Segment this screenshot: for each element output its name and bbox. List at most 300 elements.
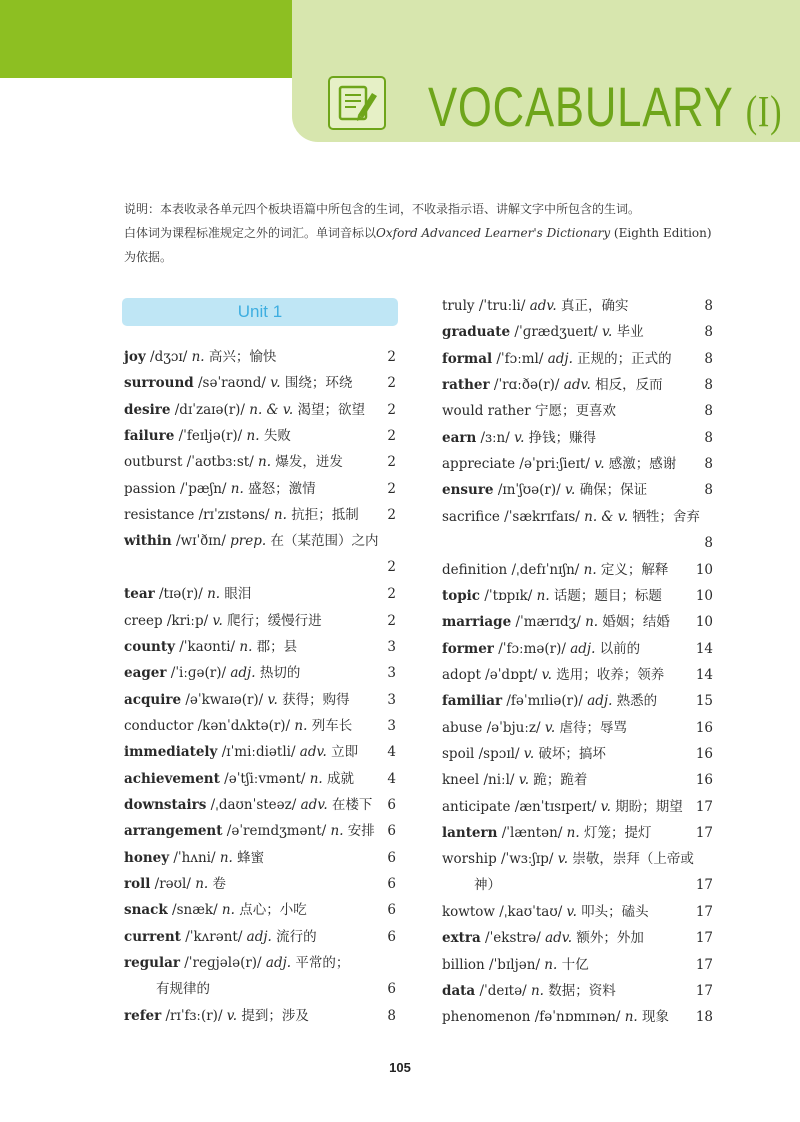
note-line-2-pre: 白体词为课程标准规定之外的词汇。单词音标以: [124, 226, 377, 240]
entry-part-of-speech: v.: [518, 772, 530, 789]
entry-page-number: 6: [387, 849, 396, 866]
entry-part-of-speech: n.: [246, 428, 260, 445]
entry-phonetic: /wɪˈðɪn/: [171, 533, 231, 550]
entry-definition: 流行的: [271, 928, 317, 945]
entry-part-of-speech: adj.: [246, 928, 272, 945]
entry-definition: 在（某范围）之内: [266, 533, 379, 550]
vocab-entry: [124, 792, 396, 818]
entry-page-number: 4: [387, 770, 396, 787]
entry-phonetic: /ˈmærɪdʒ/: [511, 614, 586, 631]
entry-page-number: 17: [695, 877, 713, 894]
entry-phonetic: /ˈpæʃn/: [175, 480, 231, 497]
entry-page-number: 10: [695, 561, 713, 578]
entry-page-number: 8: [704, 377, 713, 394]
entry-phonetic: /rɪˈfɜː(r)/: [161, 1007, 227, 1024]
entry-page-number: 2: [387, 612, 396, 629]
entry-part-of-speech: v.: [564, 482, 576, 499]
entry-phonetic: /ˈsækrɪfaɪs/: [499, 508, 585, 525]
entry-phonetic: /ˈfɔːmə(r)/: [493, 640, 571, 657]
note-line-2-post: (Eighth Edition): [610, 226, 712, 240]
entry-phonetic: /ˌdefɪˈnɪʃn/: [507, 561, 584, 578]
entry-definition: 崇敬，崇拜（上帝或: [568, 851, 694, 868]
vocab-entry: [442, 319, 713, 345]
explanation-note: [124, 197, 734, 269]
entry-page-number: 6: [387, 981, 396, 998]
entry-page-number: 2: [387, 507, 396, 524]
entry-part-of-speech: v.: [602, 324, 613, 341]
vocab-entry: [442, 398, 713, 424]
entry-definition: 确保；保证: [575, 482, 648, 499]
entry-page-number: 8: [704, 298, 713, 314]
entry-phonetic: /fəˈmɪliə(r)/: [502, 693, 588, 710]
entry-word: definition: [442, 561, 508, 578]
vocab-entry: [124, 502, 396, 528]
vocab-entry: [124, 687, 396, 713]
entry-definition: 叩头；磕头: [576, 904, 649, 921]
notepad-pencil-icon: [328, 76, 386, 130]
entry-phonetic: /ˈkʌrənt/: [180, 928, 247, 945]
entry-part-of-speech: n.: [258, 454, 272, 471]
entry-definition: 定义；解释: [596, 561, 669, 578]
entry-word: rather: [442, 377, 490, 394]
entry-page-number: 2: [387, 401, 396, 418]
entry-word: surround: [124, 375, 194, 392]
entry-definition: 在楼下: [327, 796, 373, 813]
entry-definition: 熟悉的: [612, 693, 658, 710]
vocab-entry: [124, 950, 396, 998]
entry-definition: 围绕；环绕: [280, 375, 353, 392]
entry-part-of-speech: n.: [273, 507, 287, 524]
entry-definition: 灯笼；提灯: [579, 825, 652, 841]
page-title-roman: (I): [745, 87, 783, 136]
entry-phonetic: /əˈreɪndʒmənt/: [222, 823, 331, 840]
entry-phonetic: /ˈtɒpɪk/: [480, 587, 537, 604]
entry-word: phenomenon: [442, 1009, 531, 1026]
vocab-entry: [442, 662, 713, 688]
entry-phonetic: /ˈfɔːml/: [492, 350, 548, 367]
entry-word: extra: [442, 930, 481, 947]
entry-word: achievement: [124, 770, 220, 787]
entry-definition: 牺牲；舍弃: [628, 508, 700, 525]
entry-definition: 蜂蜜: [232, 849, 265, 866]
vocab-entry: [442, 451, 713, 477]
entry-phonetic: /ˈlæntən/: [497, 825, 567, 841]
entry-word: county: [124, 638, 175, 655]
entry-definition: 立即: [326, 744, 359, 761]
entry-word: abuse: [442, 719, 483, 736]
entry-word: kowtow: [442, 904, 495, 921]
entry-word: snack: [124, 902, 168, 919]
entry-definition: 盛怒；激情: [243, 480, 316, 497]
vocab-entry: [124, 476, 396, 502]
entry-phonetic: /dɪˈzaɪə(r)/: [170, 401, 250, 418]
vocab-entry: [442, 820, 713, 846]
vocab-entry: [442, 557, 713, 583]
entry-phonetic: /səˈraʊnd/: [193, 375, 271, 392]
vocab-entry: [442, 794, 713, 820]
entry-definition: 期盼；期望: [610, 798, 683, 815]
entry-phonetic: /ɪnˈʃʊə(r)/: [493, 482, 565, 499]
entry-word: earn: [442, 429, 477, 446]
entry-page-number: 16: [695, 772, 713, 789]
entry-definition: 成就: [322, 770, 355, 787]
entry-page-number: 3: [387, 691, 396, 708]
entry-definition: 热切的: [255, 665, 301, 682]
entry-page-number: 6: [387, 902, 396, 919]
entry-word: truly: [442, 298, 475, 314]
entry-definition: 相反，反而: [590, 377, 663, 394]
entry-page-number: 17: [695, 825, 713, 841]
entry-page-number: 3: [387, 717, 396, 734]
entry-part-of-speech: adv.: [563, 377, 591, 394]
vocab-entry: [124, 897, 396, 923]
entry-page-number: 2: [387, 349, 396, 365]
entry-phonetic: /snæk/: [167, 902, 222, 919]
entry-word: creep: [124, 612, 163, 629]
entry-part-of-speech: v.: [566, 904, 577, 921]
vocab-entry: [442, 1004, 713, 1030]
page-title-text: VOCABULARY: [428, 75, 733, 138]
entry-word: spoil: [442, 745, 475, 762]
note-line-1: 说明：本表收录各单元四个板块语篇中所包含的生词，不收录指示语、讲解文字中所包含的生词。: [124, 202, 641, 216]
entry-word: would rather: [442, 403, 531, 420]
entry-page-number: 17: [695, 983, 713, 1000]
entry-phonetic: /spɔɪl/: [474, 745, 524, 762]
vocab-entry: [442, 846, 713, 894]
entry-phonetic: /kriːp/: [162, 612, 213, 629]
entry-page-number: 8: [387, 1007, 396, 1024]
vocab-entry: [442, 583, 713, 609]
entry-page-number: 2: [387, 428, 396, 445]
entry-phonetic: /ˈɡrædʒueɪt/: [510, 324, 603, 341]
entry-phonetic: /ˌdaʊnˈsteəz/: [206, 796, 301, 813]
entry-definition: 列车长: [307, 717, 353, 734]
entry-part-of-speech: v.: [541, 666, 552, 683]
entry-phonetic: /ˈfeɪljə(r)/: [174, 428, 247, 445]
vocab-entry: [124, 528, 396, 576]
entry-part-of-speech: n.: [239, 638, 253, 655]
entry-word: topic: [442, 587, 481, 604]
entry-phonetic: /əˈdɒpt/: [480, 666, 542, 683]
vocab-entry: [124, 1003, 396, 1029]
entry-definition: 跪；跪着: [529, 772, 588, 789]
vocab-entry: [124, 608, 396, 634]
entry-word: sacrifice: [442, 508, 500, 525]
entry-definition: 爆发，迸发: [271, 454, 343, 471]
entry-page-number: 16: [695, 745, 713, 762]
entry-part-of-speech: adv.: [529, 298, 557, 314]
entry-part-of-speech: adv.: [545, 930, 573, 947]
entry-page-number: 6: [387, 796, 396, 813]
entry-definition: 十亿: [557, 956, 589, 973]
entry-phonetic: /ˈiːɡə(r)/: [166, 665, 231, 682]
entry-page-number: 2: [387, 375, 396, 392]
entry-word: adopt: [442, 666, 481, 683]
entry-phonetic: /ˌkaʊˈtaʊ/: [494, 904, 567, 921]
entry-part-of-speech: v.: [557, 851, 569, 868]
entry-part-of-speech: n.: [624, 1009, 638, 1026]
entry-word: acquire: [124, 691, 182, 708]
entry-part-of-speech: v.: [226, 1007, 238, 1024]
vocab-entry: [442, 688, 713, 714]
vocab-entry: [124, 871, 396, 897]
entry-page-number: 10: [695, 587, 713, 604]
entry-phonetic: /ˈrɑːðə(r)/: [489, 377, 564, 394]
entry-definition: 眼泪: [220, 586, 252, 603]
entry-definition: 正规的；正式的: [572, 350, 672, 367]
entry-page-number: 15: [695, 693, 713, 710]
note-dictionary-title: Oxford Advanced Learner's Dictionary: [376, 226, 611, 240]
entry-page-number: 4: [387, 744, 396, 761]
entry-word: within: [124, 533, 172, 550]
entry-phonetic: /ˈekstrə/: [480, 930, 546, 947]
entry-phonetic: /ˈreɡjələ(r)/: [179, 955, 266, 972]
header-accent-band: [0, 0, 292, 78]
entry-part-of-speech: v.: [600, 798, 611, 815]
entry-phonetic: /əˈkwaɪə(r)/: [181, 691, 268, 708]
entry-page-number: 2: [387, 559, 396, 576]
entry-phonetic: /əˈpriːʃieɪt/: [515, 456, 595, 473]
vocab-entry: [442, 477, 713, 503]
entry-word: regular: [124, 955, 180, 972]
vocab-entry: [124, 845, 396, 871]
entry-word: outburst: [124, 454, 183, 471]
vocab-entry: [442, 504, 713, 551]
entry-word: ensure: [442, 482, 494, 499]
entry-phonetic: /ˈdeɪtə/: [475, 983, 531, 1000]
vocab-entry: [124, 766, 396, 792]
vocab-entry: [442, 925, 713, 951]
entry-phonetic: /ænˈtɪsɪpeɪt/: [510, 798, 601, 815]
entry-word: passion: [124, 480, 176, 497]
entry-phonetic: /ˈwɜːʃɪp/: [496, 851, 558, 868]
entry-part-of-speech: n.: [530, 983, 544, 1000]
entry-part-of-speech: n.: [330, 823, 344, 840]
entry-page-number: 8: [704, 456, 713, 473]
entry-part-of-speech: v.: [212, 612, 223, 629]
vocab-entry: [442, 899, 713, 925]
entry-part-of-speech: n. & v.: [584, 508, 629, 525]
entry-word: tear: [124, 586, 155, 603]
entry-definition: 卷: [208, 876, 226, 892]
entry-definition: 爬行；缓慢行进: [222, 612, 322, 629]
entry-phonetic: /fəˈnɒmɪnən/: [530, 1009, 625, 1026]
page-title: [428, 72, 782, 142]
entry-part-of-speech: n.: [207, 586, 221, 603]
entry-definition: 渴望；欲望: [293, 401, 365, 418]
entry-definition: 话题；题目；标题: [549, 587, 662, 604]
entry-phonetic: /əˈtʃiːvmənt/: [219, 770, 310, 787]
entry-page-number: 2: [387, 480, 396, 497]
vocab-entry: [124, 581, 396, 607]
entry-page-number: 18: [695, 1009, 713, 1026]
vocab-entry: [124, 713, 396, 739]
entry-page-number: 3: [387, 665, 396, 682]
entry-part-of-speech: adv.: [300, 796, 328, 813]
entry-definition: 高兴；愉快: [204, 349, 277, 365]
entry-phonetic: /rəʊl/: [150, 876, 196, 892]
vocab-entry: [442, 346, 713, 372]
entry-part-of-speech: n.: [221, 902, 235, 919]
entry-part-of-speech: v.: [594, 456, 605, 473]
note-line-2: [124, 221, 734, 245]
entry-word: resistance: [124, 507, 195, 524]
entry-word: desire: [124, 401, 171, 418]
entry-page-number: 2: [387, 454, 396, 471]
entry-definition: 感激；感谢: [604, 456, 677, 473]
entry-page-number: 6: [387, 928, 396, 945]
entry-page-number: 8: [704, 324, 713, 341]
entry-part-of-speech: adj.: [587, 693, 613, 710]
entry-definition-continued: 有规律的: [156, 981, 210, 998]
entry-phonetic: /rɪˈzɪstəns/: [194, 507, 274, 524]
entry-page-number: 14: [695, 666, 713, 683]
entry-part-of-speech: n.: [583, 561, 597, 578]
entry-definition: 抗拒；抵制: [286, 507, 359, 524]
entry-page-number: 8: [704, 429, 713, 446]
entry-page-number: 17: [695, 798, 713, 815]
entry-part-of-speech: n. & v.: [249, 401, 294, 418]
entry-word: immediately: [124, 744, 218, 761]
vocab-entry: [124, 397, 396, 423]
vocab-entry: [124, 924, 396, 950]
entry-phonetic: /dʒɔɪ/: [145, 349, 192, 365]
entry-definition: 平常的；: [291, 955, 350, 972]
entry-part-of-speech: n.: [230, 480, 244, 497]
entry-word: roll: [124, 876, 151, 892]
entry-part-of-speech: adv.: [299, 744, 327, 761]
entry-definition: 点心；小吃: [234, 902, 307, 919]
vocab-entry: [442, 952, 713, 978]
unit-heading: Unit 1: [122, 298, 398, 326]
entry-definition: 额外；外加: [572, 930, 644, 947]
vocab-entry: [442, 425, 713, 451]
entry-page-number: 17: [695, 930, 713, 947]
vocab-entry: [442, 978, 713, 1004]
entry-definition: 以前的: [595, 640, 641, 657]
entry-part-of-speech: n.: [294, 717, 308, 734]
vocab-entry: [124, 634, 396, 660]
vocab-entry: [124, 449, 396, 475]
vocab-entry: [442, 609, 713, 635]
entry-phonetic: /ɜːn/: [476, 429, 515, 446]
entry-page-number: 14: [695, 640, 713, 657]
vocab-entry: [442, 372, 713, 398]
entry-definition: 真正，确实: [556, 298, 629, 314]
entry-definition: 现象: [637, 1009, 669, 1026]
vocab-entry: [124, 739, 396, 765]
entry-word: downstairs: [124, 796, 207, 813]
entry-part-of-speech: v.: [267, 691, 278, 708]
entry-page-number: 8: [704, 403, 713, 420]
entry-part-of-speech: n.: [309, 770, 323, 787]
vocab-entry: [442, 715, 713, 741]
entry-word: honey: [124, 849, 170, 866]
vocab-entry: [124, 344, 396, 370]
entry-definition: 数据；资料: [543, 983, 616, 1000]
entry-phonetic: /ˈaʊtbɜːst/: [182, 454, 259, 471]
entry-word: failure: [124, 428, 175, 445]
entry-part-of-speech: prep.: [230, 533, 267, 550]
entry-definition: 失败: [259, 428, 291, 445]
entry-word: billion: [442, 956, 485, 973]
vocab-entry: [124, 660, 396, 686]
entry-phonetic: /ɪˈmiːdiətli/: [217, 744, 300, 761]
entry-part-of-speech: v.: [270, 375, 281, 392]
entry-word: refer: [124, 1007, 162, 1024]
entry-definition: 安排: [343, 823, 375, 840]
entry-page-number: 8: [704, 534, 713, 551]
entry-definition: 毕业: [612, 324, 644, 341]
entry-word: kneel: [442, 772, 480, 789]
vocab-entry: [442, 741, 713, 767]
entry-part-of-speech: adj.: [230, 665, 256, 682]
entry-part-of-speech: n.: [219, 849, 233, 866]
entry-word: joy: [124, 349, 146, 365]
entry-part-of-speech: n.: [191, 349, 205, 365]
entry-page-number: 8: [704, 482, 713, 499]
entry-word: data: [442, 983, 476, 1000]
entry-word: anticipate: [442, 798, 511, 815]
entry-page-number: 16: [695, 719, 713, 736]
entry-phonetic: /ˈhʌni/: [169, 849, 220, 866]
entry-word: current: [124, 928, 181, 945]
page-number: 105: [389, 1060, 411, 1075]
vocab-entry: [124, 423, 396, 449]
entry-phonetic: /kənˈdʌktə(r)/: [193, 717, 295, 734]
entry-definition-continued: 神）: [474, 877, 501, 894]
entry-part-of-speech: n.: [544, 956, 558, 973]
vocab-entry: [442, 636, 713, 662]
entry-phonetic: /əˈbjuːz/: [482, 719, 545, 736]
entry-page-number: 10: [695, 614, 713, 631]
entry-page-number: 8: [704, 350, 713, 367]
entry-page-number: 6: [387, 876, 396, 892]
entry-part-of-speech: adj.: [265, 955, 292, 972]
entry-part-of-speech: n.: [566, 825, 580, 841]
entry-phonetic: /niːl/: [479, 772, 519, 789]
vocab-entry: [124, 818, 396, 844]
entry-phonetic: /ˈkaʊnti/: [174, 638, 240, 655]
entry-page-number: 17: [695, 956, 713, 973]
entry-definition: 选用；收养；领养: [551, 666, 665, 683]
entry-page-number: 3: [387, 638, 396, 655]
entry-definition: 提到；涉及: [237, 1007, 309, 1024]
entry-word: arrangement: [124, 823, 223, 840]
entry-word: conductor: [124, 717, 194, 734]
entry-part-of-speech: adj.: [547, 350, 573, 367]
entry-part-of-speech: n.: [536, 587, 550, 604]
entry-word: lantern: [442, 825, 498, 841]
note-line-3: 为依据。: [124, 250, 173, 264]
entry-part-of-speech: v.: [544, 719, 556, 736]
entry-definition: 获得；购得: [277, 691, 350, 708]
entry-definition: 虐待；辱骂: [555, 719, 628, 736]
entry-part-of-speech: adj.: [570, 640, 596, 657]
entry-word: marriage: [442, 614, 512, 631]
vocab-entry: [442, 293, 713, 319]
entry-part-of-speech: v.: [514, 429, 525, 446]
entry-page-number: 17: [695, 904, 713, 921]
entry-part-of-speech: n.: [585, 614, 599, 631]
entry-word: eager: [124, 665, 167, 682]
entry-page-number: 6: [387, 823, 396, 840]
entry-phonetic: /tɪə(r)/: [154, 586, 208, 603]
entry-word: former: [442, 640, 494, 657]
entry-word: graduate: [442, 324, 511, 341]
entry-definition: 破坏；搞坏: [534, 745, 606, 762]
entry-definition: 宁愿；更喜欢: [530, 403, 616, 420]
